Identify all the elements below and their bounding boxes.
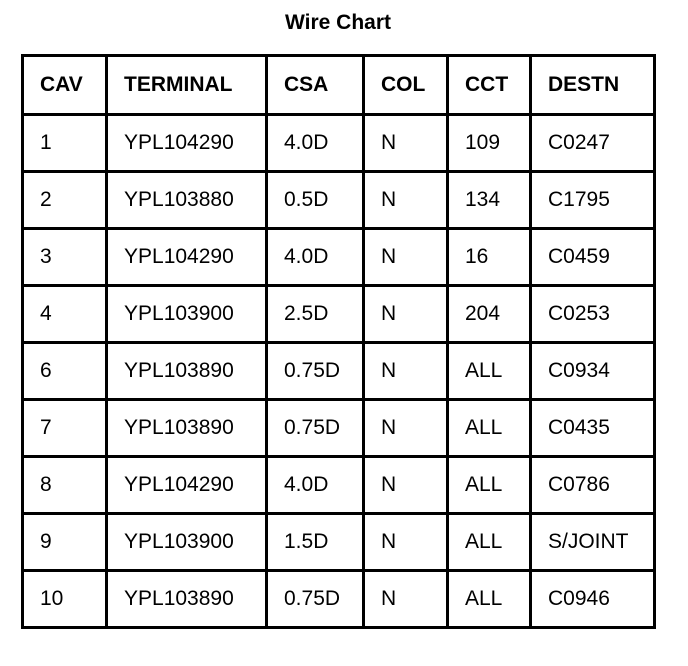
cell-terminal: YPL103880 bbox=[107, 172, 267, 229]
cell-cct: 16 bbox=[448, 229, 531, 286]
table-row bbox=[23, 229, 655, 286]
cell-terminal: YPL103890 bbox=[107, 571, 267, 628]
cell-cav: 9 bbox=[23, 514, 107, 571]
cell-destn: S/JOINT bbox=[531, 514, 655, 571]
cell-cav: 2 bbox=[23, 172, 107, 229]
cell-cct: 134 bbox=[448, 172, 531, 229]
cell-terminal: YPL103890 bbox=[107, 400, 267, 457]
page-title: Wire Chart bbox=[285, 11, 391, 34]
cell-cct: 204 bbox=[448, 286, 531, 343]
cell-csa: 0.75D bbox=[267, 343, 364, 400]
cell-col: N bbox=[364, 172, 448, 229]
cell-cav: 10 bbox=[23, 571, 107, 628]
cell-destn: C0934 bbox=[531, 343, 655, 400]
cell-cct: ALL bbox=[448, 400, 531, 457]
cell-terminal: YPL103900 bbox=[107, 286, 267, 343]
cell-csa: 4.0D bbox=[267, 457, 364, 514]
cell-cct: ALL bbox=[448, 514, 531, 571]
cell-col: N bbox=[364, 229, 448, 286]
cell-terminal: YPL104290 bbox=[107, 457, 267, 514]
header-cav: CAV bbox=[23, 56, 107, 115]
cell-csa: 2.5D bbox=[267, 286, 364, 343]
cell-terminal: YPL104290 bbox=[107, 229, 267, 286]
table-row bbox=[23, 400, 655, 457]
cell-cct: ALL bbox=[448, 343, 531, 400]
header-destn: DESTN bbox=[531, 56, 655, 115]
cell-destn: C0946 bbox=[531, 571, 655, 628]
cell-col: N bbox=[364, 286, 448, 343]
cell-terminal: YPL104290 bbox=[107, 115, 267, 172]
table-row bbox=[23, 172, 655, 229]
cell-cct: 109 bbox=[448, 115, 531, 172]
cell-csa: 0.5D bbox=[267, 172, 364, 229]
cell-col: N bbox=[364, 457, 448, 514]
cell-destn: C0786 bbox=[531, 457, 655, 514]
cell-csa: 0.75D bbox=[267, 400, 364, 457]
cell-col: N bbox=[364, 571, 448, 628]
cell-csa: 4.0D bbox=[267, 229, 364, 286]
cell-col: N bbox=[364, 514, 448, 571]
cell-cav: 8 bbox=[23, 457, 107, 514]
header-cct: CCT bbox=[448, 56, 531, 115]
cell-cav: 3 bbox=[23, 229, 107, 286]
cell-terminal: YPL103890 bbox=[107, 343, 267, 400]
cell-cct: ALL bbox=[448, 457, 531, 514]
cell-destn: C0435 bbox=[531, 400, 655, 457]
cell-destn: C1795 bbox=[531, 172, 655, 229]
header-col: COL bbox=[364, 56, 448, 115]
cell-cav: 6 bbox=[23, 343, 107, 400]
cell-destn: C0247 bbox=[531, 115, 655, 172]
cell-cav: 7 bbox=[23, 400, 107, 457]
table-row bbox=[23, 343, 655, 400]
cell-csa: 4.0D bbox=[267, 115, 364, 172]
cell-csa: 0.75D bbox=[267, 571, 364, 628]
table-row bbox=[23, 514, 655, 571]
header-terminal: TERMINAL bbox=[107, 56, 267, 115]
cell-terminal: YPL103900 bbox=[107, 514, 267, 571]
cell-col: N bbox=[364, 343, 448, 400]
table-row bbox=[23, 115, 655, 172]
header-csa: CSA bbox=[267, 56, 364, 115]
cell-col: N bbox=[364, 400, 448, 457]
cell-col: N bbox=[364, 115, 448, 172]
cell-cav: 4 bbox=[23, 286, 107, 343]
cell-cav: 1 bbox=[23, 115, 107, 172]
cell-csa: 1.5D bbox=[267, 514, 364, 571]
table-row bbox=[23, 571, 655, 628]
cell-destn: C0459 bbox=[531, 229, 655, 286]
cell-cct: ALL bbox=[448, 571, 531, 628]
header-row bbox=[23, 56, 655, 115]
cell-destn: C0253 bbox=[531, 286, 655, 343]
wire-chart-table bbox=[21, 54, 656, 629]
table-row bbox=[23, 457, 655, 514]
table-row bbox=[23, 286, 655, 343]
